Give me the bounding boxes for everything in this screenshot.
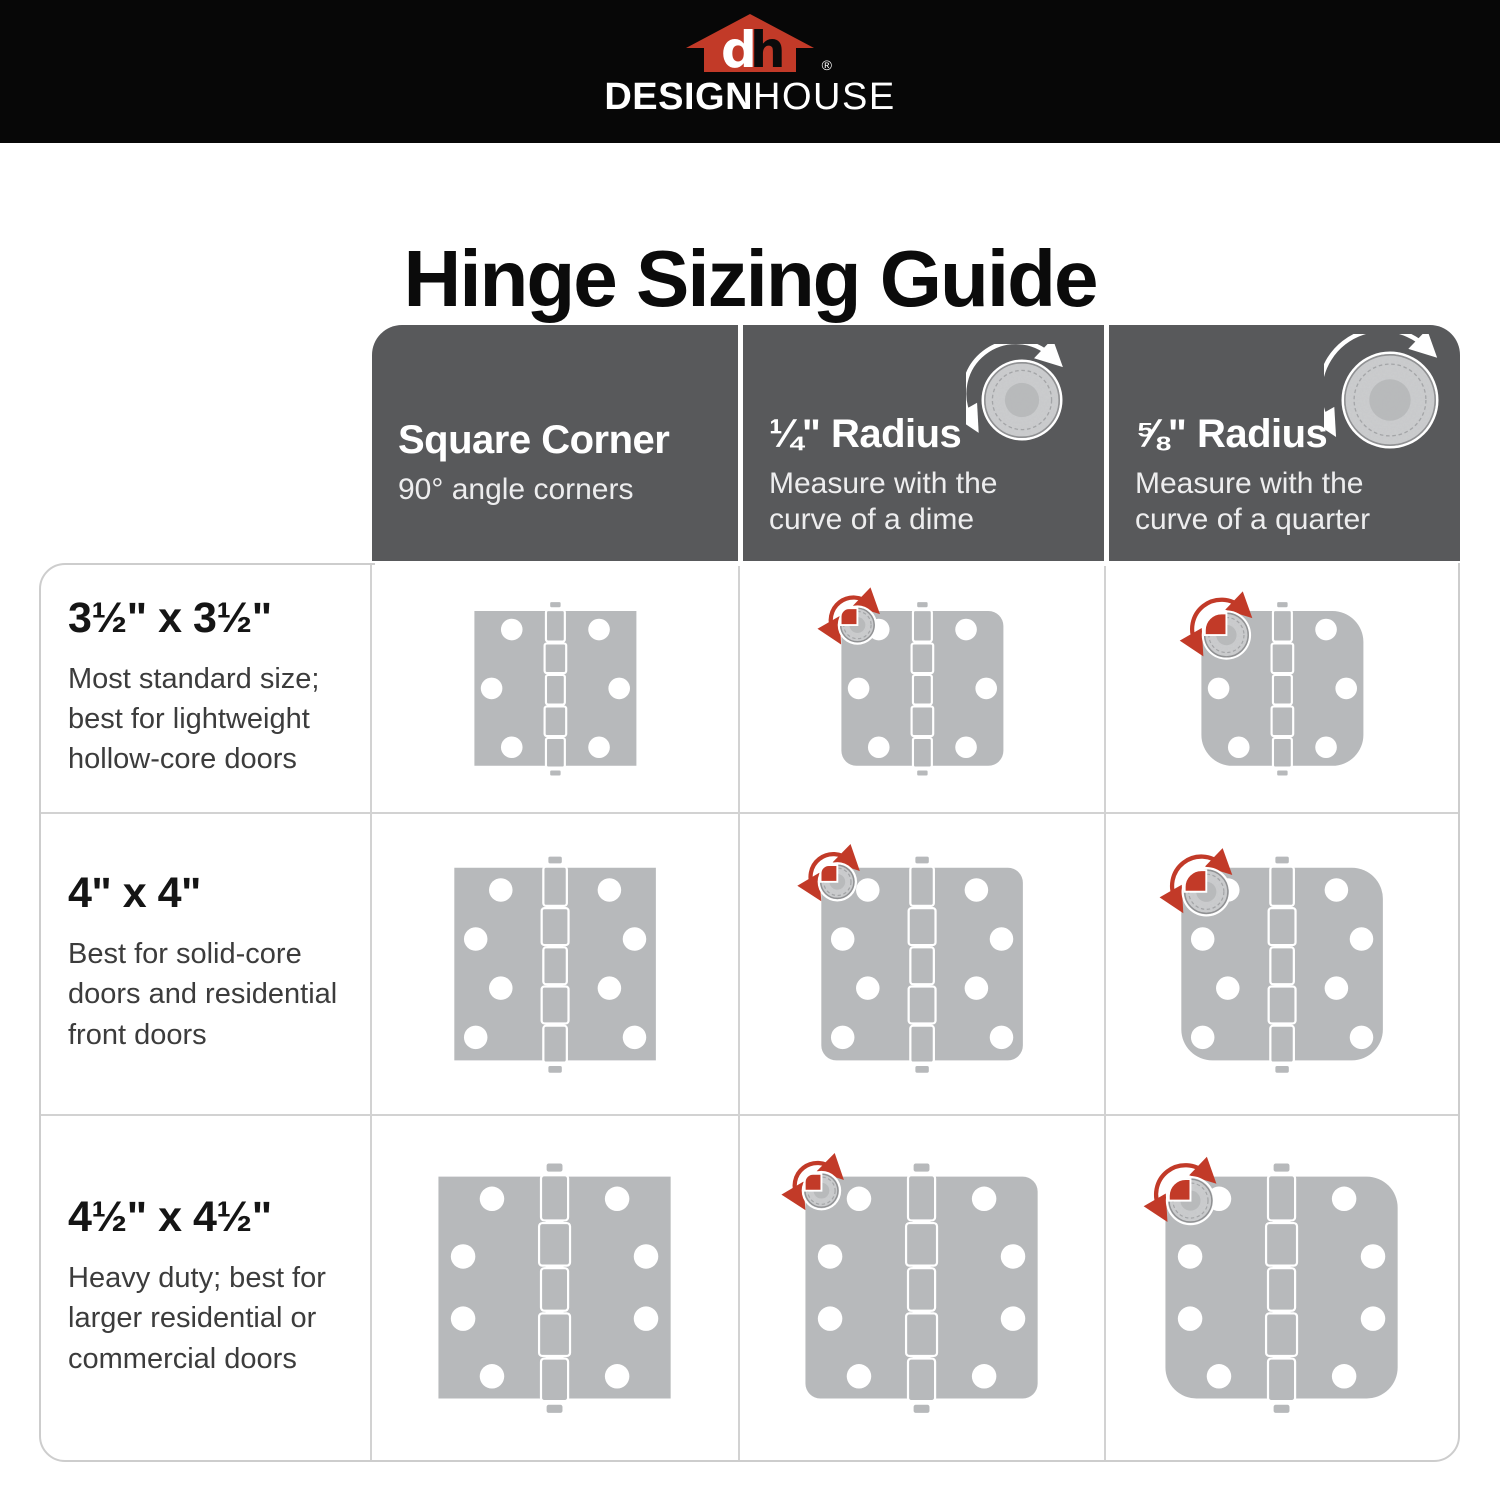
house-logo-icon: [684, 12, 832, 74]
screw-hole: [1228, 737, 1250, 759]
hinge-pin-knuckle: [1273, 738, 1292, 768]
screw-hole: [1332, 1365, 1357, 1390]
quarter-radius-badge: [1192, 600, 1251, 660]
hinge-4-quarter-inch-radius: [740, 814, 1106, 1116]
screw-hole: [464, 927, 488, 951]
screw-hole: [480, 1187, 505, 1212]
hinge-4-square-corner: [372, 814, 740, 1116]
hinge-pin-knuckle: [907, 1223, 938, 1266]
hinge-illustration: [442, 575, 669, 802]
hinge-pin-knuckle: [913, 1163, 931, 1173]
hinge-pin-knuckle: [1273, 1163, 1291, 1173]
hinge-pin-knuckle: [1270, 867, 1294, 906]
screw-hole: [1207, 1365, 1232, 1390]
hinge-pin-knuckle: [910, 1026, 934, 1063]
hinge-pin-knuckle: [1271, 706, 1293, 736]
hinge-illustration: [809, 575, 1036, 802]
hinge-pin-knuckle: [907, 1314, 938, 1357]
hinge-illustration: [1119, 1125, 1444, 1450]
hinge-4-five-eighths-radius: [1106, 814, 1458, 1116]
hinge-pin-knuckle: [546, 610, 565, 641]
registered-mark: ®: [821, 57, 832, 73]
column-header-quarter-inch-radius: [743, 325, 1104, 561]
dime-coin: [966, 344, 1063, 441]
quarter-coin: [1324, 334, 1439, 449]
size-label: 4½" x 4½": [68, 1193, 272, 1242]
column-label: ⅝" Radius: [1135, 411, 1328, 456]
dime-radius-badge: [795, 1163, 842, 1210]
screw-hole: [464, 1025, 488, 1049]
page-title: Hinge Sizing Guide: [403, 233, 1097, 323]
hinge-pin-knuckle: [1276, 601, 1289, 608]
screw-hole: [1325, 878, 1349, 902]
screw-hole: [480, 678, 502, 700]
screw-hole: [634, 1307, 659, 1332]
hinge-4-5-square-corner: [372, 1116, 740, 1460]
screw-hole: [588, 619, 610, 641]
hinge-pin-knuckle: [1268, 1359, 1295, 1402]
hinge-pin-knuckle: [1274, 1065, 1290, 1074]
hinge-pin-knuckle: [1270, 947, 1294, 984]
hinge-pin-knuckle: [549, 601, 562, 608]
screw-hole: [489, 976, 513, 1000]
screw-hole: [831, 1025, 855, 1049]
screw-hole: [501, 737, 523, 759]
screw-hole: [1178, 1307, 1203, 1332]
hinge-pin-knuckle: [914, 1065, 930, 1074]
screw-hole: [451, 1245, 476, 1270]
screw-hole: [818, 1245, 843, 1270]
radius-overlay-wedge: [1185, 870, 1207, 892]
hinge-4-5-quarter-inch-radius: [740, 1116, 1106, 1460]
screw-hole: [972, 1187, 997, 1212]
hinge-pin-knuckle: [911, 643, 933, 673]
screw-hole: [972, 1365, 997, 1390]
screw-hole: [1178, 1245, 1203, 1270]
screw-hole: [605, 1187, 630, 1212]
size-label: 4" x 4": [68, 869, 201, 918]
hinge-pin-knuckle: [911, 706, 933, 736]
hinge-pin-knuckle: [1273, 1404, 1291, 1414]
hinge-pin-knuckle: [543, 867, 567, 906]
hinge-pin-knuckle: [908, 1269, 935, 1312]
quarter-radius-badge: [1172, 856, 1231, 916]
hinge-illustration: [759, 1125, 1084, 1450]
hinge-pin-knuckle: [1273, 675, 1292, 705]
column-sublabel: 90° angle corners: [398, 473, 634, 507]
screw-hole: [1350, 927, 1374, 951]
hinge-pin-knuckle: [1269, 986, 1296, 1023]
hinge-pin-knuckle: [541, 1269, 568, 1312]
hinge-pin-knuckle: [1267, 1314, 1298, 1357]
hinge-pin-knuckle: [546, 675, 565, 705]
hinge-pin-knuckle: [543, 1026, 567, 1063]
screw-hole: [856, 976, 880, 1000]
hinge-illustration: [1169, 575, 1396, 802]
hinge-pin-knuckle: [540, 1223, 571, 1266]
hinge-pin-knuckle: [910, 867, 934, 906]
row-header-4-5-inch: [41, 1116, 372, 1460]
size-description: Heavy duty; best for larger residential or commercial doors: [68, 1262, 326, 1375]
hinge-pin-knuckle: [908, 1359, 935, 1402]
radius-overlay-wedge: [805, 1174, 822, 1191]
hinge-pin-knuckle: [913, 738, 932, 768]
hinge-pin-knuckle: [547, 855, 563, 864]
screw-hole: [868, 737, 890, 759]
wordmark-house: HOUSE: [753, 76, 896, 118]
hinge-pin-knuckle: [916, 769, 929, 776]
screw-hole: [451, 1307, 476, 1332]
hinge-3-5-five-eighths-radius: [1106, 565, 1458, 814]
hinge-pin-knuckle: [1268, 1176, 1295, 1221]
screw-hole: [955, 619, 977, 641]
size-label: 3½" x 3½": [68, 593, 272, 642]
screw-hole: [588, 737, 610, 759]
designhouse-logo: [604, 12, 895, 143]
screw-hole: [955, 737, 977, 759]
sizing-table: [39, 563, 1460, 1462]
hinge-pin-knuckle: [1271, 643, 1293, 673]
column-sublabel: Measure with the curve of a dime: [769, 466, 998, 537]
screw-hole: [1361, 1245, 1386, 1270]
screw-hole: [1001, 1307, 1026, 1332]
screw-hole: [1191, 927, 1215, 951]
screw-hole: [847, 1187, 872, 1212]
dime-radius-badge: [830, 598, 876, 645]
hinge-pin-knuckle: [1267, 1223, 1298, 1266]
hinge-illustration: [781, 823, 1063, 1105]
screw-hole: [598, 878, 622, 902]
screw-hole: [480, 1365, 505, 1390]
screw-hole: [990, 927, 1014, 951]
screw-hole: [634, 1245, 659, 1270]
radius-overlay-wedge: [1169, 1180, 1191, 1202]
hinge-pin-knuckle: [544, 643, 566, 673]
screw-hole: [489, 878, 513, 902]
monogram-h: h: [750, 21, 786, 74]
hinge-illustration: [392, 1125, 717, 1450]
screw-hole: [1191, 1025, 1215, 1049]
hinge-pin-knuckle: [1268, 1269, 1295, 1312]
hinge-pin-knuckle: [909, 908, 936, 945]
radius-overlay-wedge: [840, 608, 857, 625]
screw-hole: [847, 1365, 872, 1390]
hinge-pin-knuckle: [913, 610, 932, 641]
column-header-five-eighths-radius: [1109, 325, 1460, 561]
screw-hole: [1335, 678, 1357, 700]
hinge-pin-knuckle: [541, 1176, 568, 1221]
hinge-pin-knuckle: [910, 947, 934, 984]
row-header-3-5-inch: [41, 565, 372, 814]
brand-header: [0, 0, 1500, 143]
screw-hole: [598, 976, 622, 1000]
screw-hole: [818, 1307, 843, 1332]
screw-hole: [1001, 1245, 1026, 1270]
hinge-pin-knuckle: [546, 1163, 564, 1173]
screw-hole: [1361, 1307, 1386, 1332]
quarter-radius-badge: [1157, 1166, 1216, 1226]
hinge-pin-knuckle: [909, 986, 936, 1023]
screw-hole: [965, 878, 989, 902]
screw-hole: [1207, 678, 1229, 700]
screw-hole: [1315, 737, 1337, 759]
hinge-pin-knuckle: [1276, 769, 1289, 776]
column-label: Square Corner: [398, 418, 670, 463]
grid-top-border-mask: [375, 562, 1458, 566]
hinge-4-5-five-eighths-radius: [1106, 1116, 1458, 1460]
radius-overlay-wedge: [1204, 614, 1226, 636]
hinge-pin-knuckle: [546, 738, 565, 768]
hinge-pin-knuckle: [1274, 855, 1290, 864]
column-header-square-corner: [372, 325, 738, 561]
column-headers: [372, 325, 1460, 561]
screw-hole: [1332, 1187, 1357, 1212]
hinge-pin-knuckle: [913, 675, 932, 705]
wordmark-design: DESIGN: [604, 76, 754, 118]
hinge-pin-knuckle: [1270, 1026, 1294, 1063]
hinge-pin-knuckle: [540, 1314, 571, 1357]
hinge-pin-knuckle: [1269, 908, 1296, 945]
hinge-pin-knuckle: [542, 986, 569, 1023]
hinge-pin-knuckle: [916, 601, 929, 608]
size-description: Most standard size; best for lightweight hollow-core doors: [68, 662, 320, 775]
hinge-pin-knuckle: [546, 1404, 564, 1414]
screw-hole: [990, 1025, 1014, 1049]
hinge-illustration: [414, 823, 696, 1105]
screw-hole: [856, 878, 880, 902]
column-label: ¼" Radius: [769, 411, 962, 456]
hinge-pin-knuckle: [544, 706, 566, 736]
screw-hole: [1350, 1025, 1374, 1049]
column-sublabel: Measure with the curve of a quarter: [1135, 466, 1371, 537]
hinge-pin-knuckle: [914, 855, 930, 864]
screw-hole: [975, 678, 997, 700]
screw-hole: [501, 619, 523, 641]
radius-overlay-wedge: [820, 865, 837, 882]
hinge-pin-knuckle: [908, 1176, 935, 1221]
hinge-illustration: [1141, 823, 1423, 1105]
screw-hole: [1315, 619, 1337, 641]
screw-hole: [1325, 976, 1349, 1000]
hinge-pin-knuckle: [541, 1359, 568, 1402]
size-description: Best for solid-core doors and residential front doors: [68, 938, 338, 1051]
hinge-pin-knuckle: [913, 1404, 931, 1414]
hinge-pin-knuckle: [542, 908, 569, 945]
brand-wordmark: [604, 78, 895, 116]
row-header-4-inch: [41, 814, 372, 1116]
screw-hole: [847, 678, 869, 700]
quarter-coin-image: [1324, 334, 1456, 466]
hinge-3-5-square-corner: [372, 565, 740, 814]
red-house-icon: [684, 12, 816, 74]
dime-coin-image: [966, 344, 1078, 456]
screw-hole: [623, 927, 647, 951]
dime-radius-badge: [810, 854, 856, 901]
screw-hole: [965, 976, 989, 1000]
screw-hole: [831, 927, 855, 951]
screw-hole: [623, 1025, 647, 1049]
hinge-pin-knuckle: [549, 769, 562, 776]
hinge-pin-knuckle: [1273, 610, 1292, 641]
monogram-d: d: [721, 21, 757, 74]
hinge-pin-knuckle: [543, 947, 567, 984]
screw-hole: [605, 1365, 630, 1390]
hinge-3-5-quarter-inch-radius: [740, 565, 1106, 814]
screw-hole: [1216, 976, 1240, 1000]
hinge-pin-knuckle: [547, 1065, 563, 1074]
screw-hole: [608, 678, 630, 700]
